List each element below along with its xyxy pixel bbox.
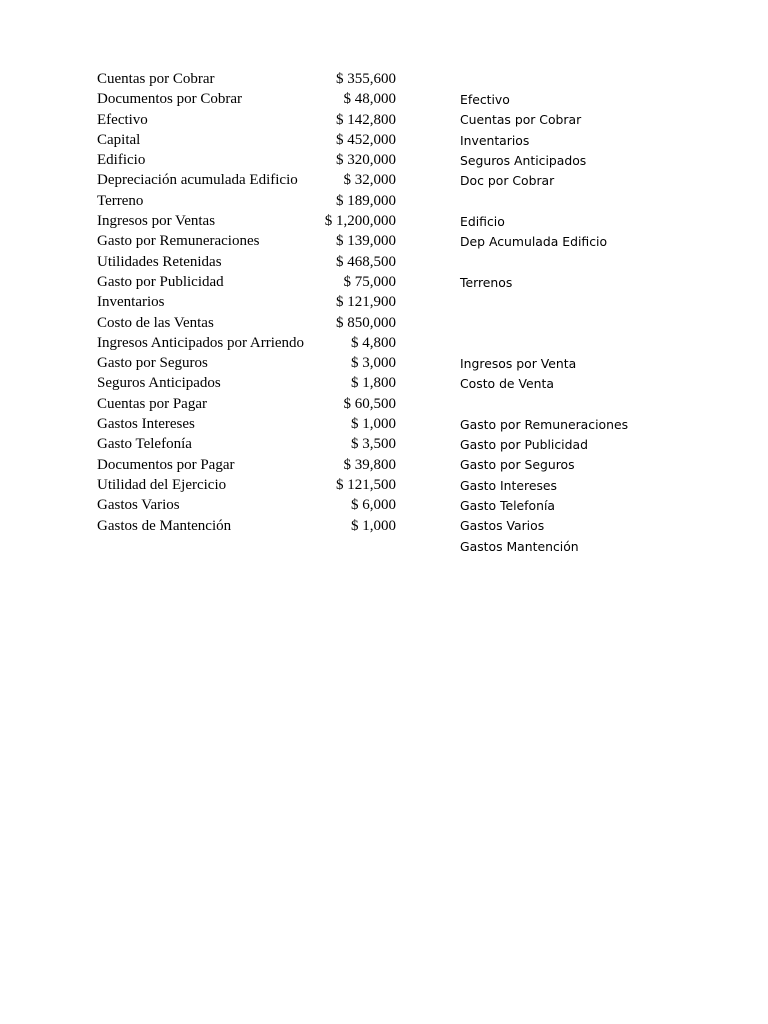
account-amount: $ 3,500 [351,436,396,453]
account-amount: $ 3,000 [351,355,396,372]
account-name: Inventarios [97,294,165,311]
account-amount: $ 39,800 [343,456,396,473]
classification-item: Gasto Intereses [460,477,557,493]
classification-list [460,90,628,557]
account-name: Seguros Anticipados [97,375,221,392]
classification-item: Gasto por Remuneraciones [460,416,629,432]
classification-item [460,334,628,354]
account-name: Documentos por Cobrar [97,91,242,108]
account-name: Gastos de Mantención [97,517,232,534]
account-name: Gasto por Remuneraciones [97,233,260,250]
account-name: Gastos Varios [97,497,180,514]
account-name: Cuentas por Cobrar [97,71,215,87]
account-amount: $ 452,000 [336,131,396,148]
classification-item: Gasto por Seguros [460,457,575,473]
account-amount: $ 355,600 [336,71,396,87]
account-name: Ingresos Anticipados por Arriendo [97,334,305,351]
account-amount: $ 1,000 [351,517,396,534]
classification-item: Doc por Cobrar [460,173,555,189]
classification-item: Terrenos [460,274,513,290]
classification-item: Seguros Anticipados [460,152,587,168]
classification-item: Efectivo [460,92,510,107]
account-amount: $ 121,500 [336,476,396,493]
classification-item: Edificio [460,213,505,229]
classification-item: Gasto por Publicidad [460,437,588,453]
classification-item: Gastos Varios [460,518,545,534]
classification-item [460,394,628,414]
account-name: Utilidad del Ejercicio [97,476,227,493]
account-amount: $ 121,900 [336,294,396,311]
account-amount: $ 1,800 [351,375,396,392]
account-amount: $ 320,000 [336,152,396,169]
account-name: Utilidades Retenidas [97,253,222,270]
account-amount: $ 75,000 [343,273,396,290]
classification-item: Costo de Venta [460,376,554,392]
account-name: Gastos Intereses [97,416,195,433]
classification-item: Cuentas por Cobrar [460,112,582,128]
account-amount: $ 32,000 [343,172,396,189]
account-name: Costo de las Ventas [97,314,214,331]
account-amount: $ 139,000 [336,233,396,250]
account-name: Capital [97,131,141,148]
account-amount: $ 850,000 [336,314,396,331]
account-amount: $ 1,200,000 [324,213,396,230]
account-name: Efectivo [97,111,148,128]
classification-item: Inventarios [460,132,530,148]
account-name: Gasto Telefonía [97,436,192,453]
account-amount: $ 48,000 [343,91,396,108]
classification-item: Dep Acumulada Edificio [460,234,608,250]
classification-item: Ingresos por Venta [460,355,577,371]
classification-item: Gasto Telefonía [460,497,556,513]
account-amount: $ 189,000 [336,192,396,209]
account-amount: $ 4,800 [351,334,396,351]
account-amount: $ 142,800 [336,111,396,128]
classification-item [460,252,628,272]
account-name: Ingresos por Ventas [97,213,216,230]
account-name: Edificio [97,152,146,169]
account-name: Gasto por Seguros [97,355,208,372]
account-name: Depreciación acumulada Edificio [97,172,298,189]
account-name: Gasto por Publicidad [97,273,224,290]
classification-item [460,191,628,211]
account-amount: $ 6,000 [351,497,396,514]
account-name: Cuentas por Pagar [97,395,207,412]
account-name: Terreno [97,192,144,209]
classification-item: Gastos Mantención [460,538,579,554]
account-name: Documentos por Pagar [97,456,235,473]
classification-item [460,313,628,333]
account-amount: $ 468,500 [336,253,396,270]
account-amount: $ 1,000 [351,416,396,433]
account-amount: $ 60,500 [343,395,396,412]
classification-item [460,293,628,313]
